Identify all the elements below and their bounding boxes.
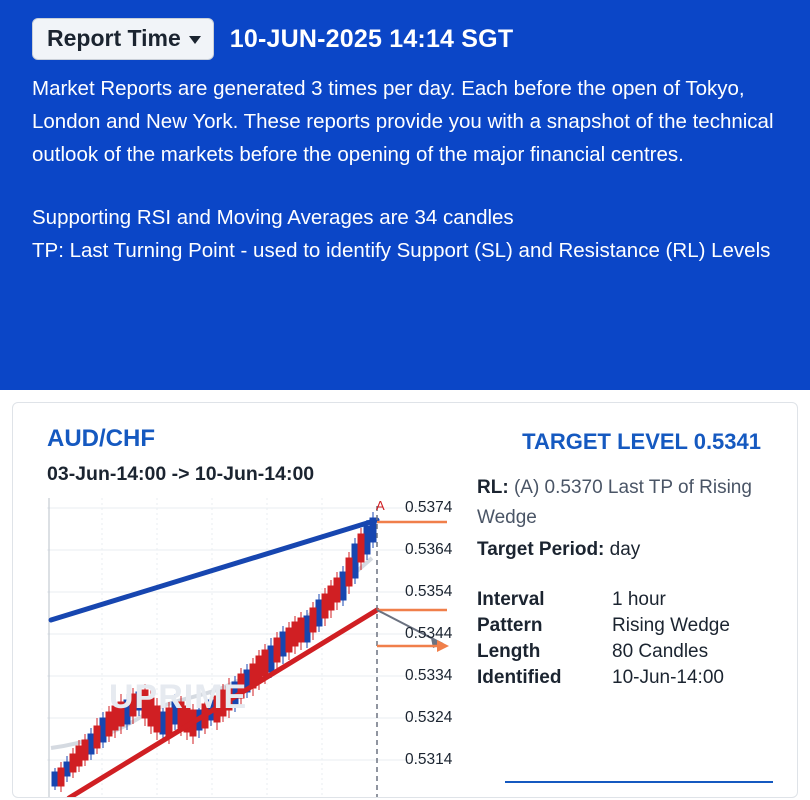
report-datetime: 10-JUN-2025 14:14 SGT [229,24,514,53]
y-axis-tick: 0.5314 [405,751,453,768]
card-layout [37,425,773,798]
y-axis-tick: 0.5374 [405,499,453,516]
target-period-value: day [609,539,641,560]
rl-label: RL: [477,477,509,498]
chevron-down-icon [189,36,201,44]
chart-column [37,425,467,798]
y-axis-tick: 0.5354 [405,583,453,600]
details-column [477,425,773,798]
pattern-report-card [12,402,798,798]
detail-value: 10-Jun-14:00 [612,667,724,688]
report-time-label: Report Time [47,25,181,51]
resistance-level-row [477,473,773,533]
y-axis-tick: 0.5364 [405,541,453,558]
target-level-heading: TARGET LEVEL 0.5341 [522,429,761,454]
y-axis-tick: 0.5334 [405,667,453,684]
target-period-label: Target Period: [477,539,605,560]
detail-value: 80 Candles [612,641,709,662]
target-period-row [477,535,773,565]
chart-date-range: 03-Jun-14:00 -> 10-Jun-14:00 [47,463,315,485]
chart-watermark: UPRIME [109,678,248,716]
y-axis-tick: 0.5344 [405,625,453,642]
y-axis-tick: 0.5324 [405,709,453,726]
report-description: Market Reports are generated 3 times per day. Each before the open of Tokyo, London and New York. These reports provide you with a snapshot of the technical outlook of the markets before the opening of the major financial centres. [32,77,774,166]
pattern-details-table [477,587,773,691]
report-note-rsi: Supporting RSI and Moving Averages are 34 candles [32,206,514,229]
price-chart[interactable] [47,498,467,798]
spacer [32,171,778,201]
pattern-point-label: A [376,498,385,513]
table-row [477,639,773,665]
detail-key: Pattern [477,615,543,636]
report-note-tp: TP: Last Turning Point - used to identify Support (SL) and Resistance (RL) Levels [32,239,771,262]
detail-value: 1 hour [612,589,666,610]
report-time-dropdown[interactable] [32,18,214,60]
detail-key: Length [477,641,541,662]
table-row [477,587,773,613]
detail-key: Identified [477,667,562,688]
report-header-row [32,18,778,60]
rl-value: (A) 0.5370 Last TP of Rising Wedge [477,477,752,528]
currency-pair-title: AUD/CHF [47,425,155,452]
candlestick-chart-svg [47,498,467,798]
detail-key: Interval [477,589,545,610]
table-row [477,665,773,691]
report-header-banner [0,0,810,390]
detail-value: Rising Wedge [612,615,730,636]
section-divider [505,781,773,783]
table-row [477,613,773,639]
